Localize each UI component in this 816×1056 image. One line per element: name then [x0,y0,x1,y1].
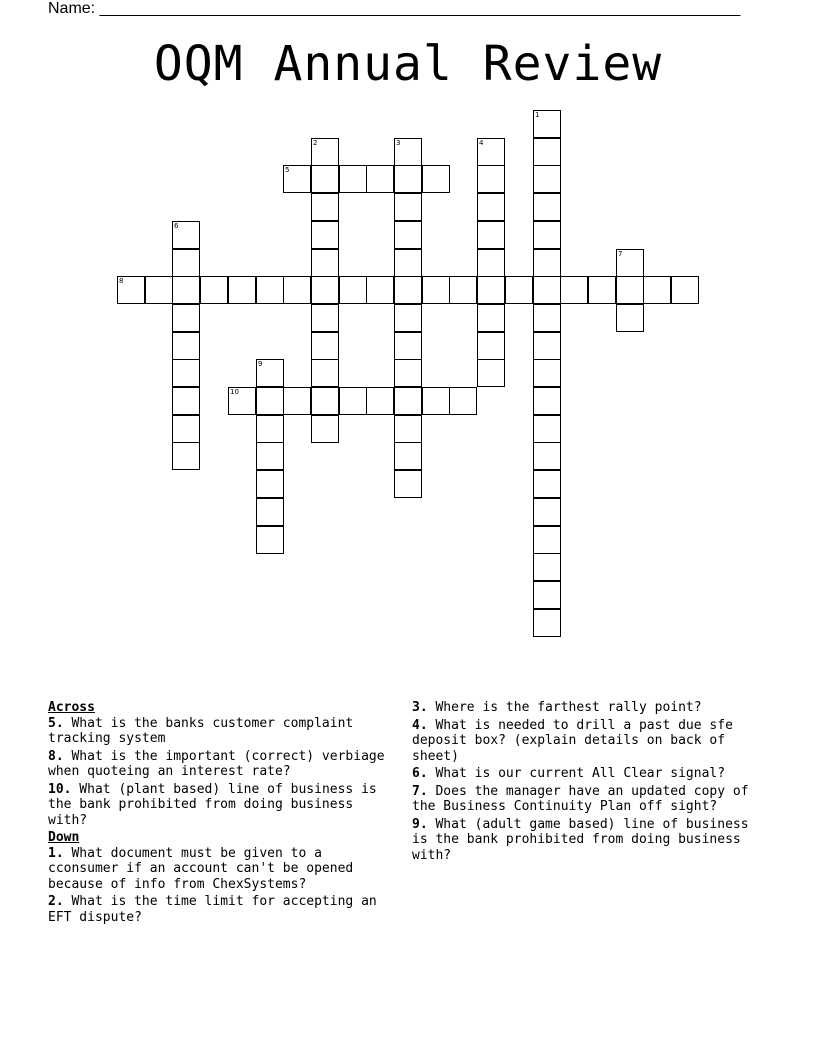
crossword-cell[interactable] [311,332,339,360]
clue-number: 5. [48,715,64,731]
crossword-cell[interactable] [311,387,339,415]
crossword-cell[interactable] [394,470,422,498]
cell-number: 6 [174,222,179,230]
crossword-cell[interactable] [477,359,505,387]
crossword-cell[interactable] [533,221,561,249]
crossword-cell[interactable] [172,304,200,332]
crossword-cell[interactable] [366,387,394,415]
clue-text: Where is the farthest rally point? [427,700,702,715]
crossword-cell[interactable] [311,359,339,387]
crossword-cell[interactable] [228,387,256,415]
crossword-cell[interactable] [533,415,561,443]
clue-text: What is the important (correct) verbiage when quoteing an interest rate? [48,748,385,779]
name-label: Name: [48,0,96,17]
clue-text: Does the manager have an updated copy of the Business Continuity Plan off sight? [412,783,749,814]
crossword-cell[interactable] [339,276,367,304]
crossword-cell[interactable] [533,470,561,498]
crossword-cell[interactable] [505,276,533,304]
clue-item [48,749,393,780]
clue-item [412,784,762,815]
clue-item [412,718,762,765]
clue-number: 4. [412,717,428,733]
crossword-cell[interactable] [394,415,422,443]
cell-number: 8 [119,277,124,285]
crossword-cell[interactable] [366,165,394,193]
crossword-cell[interactable] [533,359,561,387]
crossword-cell[interactable] [477,221,505,249]
clue-number: 6. [412,766,428,781]
crossword-cell[interactable] [311,221,339,249]
crossword-cell[interactable] [283,387,311,415]
crossword-cell[interactable] [533,249,561,277]
crossword-cell[interactable] [172,415,200,443]
crossword-cell[interactable] [256,470,284,498]
crossword-cell[interactable] [533,442,561,470]
crossword-cell[interactable] [477,165,505,193]
crossword-cell[interactable] [256,442,284,470]
cell-number: 9 [258,360,263,368]
name-field[interactable]: ________________________________________________________________________ [99,0,741,17]
crossword-cell[interactable] [394,221,422,249]
crossword-cell[interactable] [200,276,228,304]
clue-text: What is the time limit for accepting an EFT dispute? [48,894,377,925]
crossword-cell[interactable] [394,304,422,332]
clue-item [412,817,762,864]
crossword-cell[interactable] [256,276,284,304]
crossword-cell[interactable] [172,249,200,277]
crossword-cell[interactable] [394,249,422,277]
clue-number: 3. [412,700,428,715]
clue-text: What is needed to drill a past due sfe deposit box? (explain details on back of sheet) [412,717,733,764]
cell-number: 5 [285,166,290,174]
crossword-cell[interactable] [533,138,561,166]
crossword-cell[interactable] [256,359,284,387]
crossword-cell[interactable] [172,221,200,249]
crossword-cell[interactable] [145,276,173,304]
crossword-cell[interactable] [671,276,699,304]
crossword-cell[interactable] [394,193,422,221]
crossword-cell[interactable] [394,359,422,387]
crossword-cell[interactable] [422,165,450,193]
crossword-cell[interactable] [311,415,339,443]
crossword-cell[interactable] [339,387,367,415]
crossword-cell[interactable] [588,276,616,304]
crossword-cell[interactable] [533,553,561,581]
clue-number: 8. [48,748,64,764]
crossword-cell[interactable] [477,249,505,277]
clue-item [48,846,393,893]
crossword-cell[interactable] [256,387,284,415]
crossword-cell[interactable] [477,138,505,166]
clue-text: What (adult game based) line of business is the bank prohibited from doing business with? [412,816,749,863]
crossword-cell[interactable] [311,304,339,332]
cell-number: 4 [479,139,484,147]
clues-left-column [48,700,393,927]
crossword-cell[interactable] [533,581,561,609]
clue-item [412,766,762,782]
crossword-cell[interactable] [256,498,284,526]
clue-item [48,894,393,925]
clue-number: 7. [412,783,428,799]
crossword-cell[interactable] [394,138,422,166]
crossword-cell[interactable] [228,276,256,304]
crossword-cell[interactable] [283,276,311,304]
crossword-cell[interactable] [311,138,339,166]
crossword-cell[interactable] [172,359,200,387]
clue-number: 2. [48,894,64,909]
crossword-cell[interactable] [533,387,561,415]
crossword-cell[interactable] [422,276,450,304]
crossword-cell[interactable] [643,276,671,304]
crossword-cell[interactable] [533,526,561,554]
crossword-cell[interactable] [394,332,422,360]
crossword-cell[interactable] [339,165,367,193]
cell-number: 3 [396,139,401,147]
crossword-cell[interactable] [449,387,477,415]
crossword-cell[interactable] [394,387,422,415]
clue-item [412,700,762,716]
crossword-cell[interactable] [616,249,644,277]
crossword-cell[interactable] [477,276,505,304]
crossword-cell[interactable] [533,276,561,304]
crossword-cell[interactable] [533,609,561,637]
crossword-cell[interactable] [616,276,644,304]
page-title: OQM Annual Review [153,36,663,92]
crossword-cell[interactable] [311,165,339,193]
crossword-cell[interactable] [172,332,200,360]
clue-number: 9. [412,816,428,832]
crossword-cell[interactable] [394,165,422,193]
crossword-cell[interactable] [366,276,394,304]
crossword-cell[interactable] [117,276,145,304]
crossword-cell[interactable] [533,332,561,360]
crossword-cell[interactable] [533,165,561,193]
crossword-cell[interactable] [477,193,505,221]
cell-number: 2 [313,139,318,147]
clue-number: 1. [48,845,64,861]
crossword-cell[interactable] [394,442,422,470]
down-heading: Down [48,830,80,845]
crossword-cell[interactable] [560,276,588,304]
crossword-cell[interactable] [256,526,284,554]
clue-number: 10. [48,781,72,797]
crossword-cell[interactable] [477,304,505,332]
crossword-cell[interactable] [533,110,561,138]
crossword-cell[interactable] [533,193,561,221]
crossword-cell[interactable] [283,165,311,193]
crossword-cell[interactable] [172,387,200,415]
clue-item [48,716,393,747]
clue-text: What (plant based) line of business is the bank prohibited from doing business with? [48,781,377,828]
crossword-cell[interactable] [256,415,284,443]
crossword-cell[interactable] [311,249,339,277]
crossword-cell[interactable] [394,276,422,304]
clue-text: What is the banks customer complaint tracking system [48,715,354,746]
clues-right-column [412,700,762,865]
crossword-cell[interactable] [533,304,561,332]
crossword-cell[interactable] [311,276,339,304]
clue-text: What document must be given to a cconsumer if an account can't be opened because of info from ChexSystems? [48,845,354,892]
clue-item [48,782,393,829]
across-heading: Across [48,700,95,715]
cell-number: 1 [535,111,540,119]
crossword-cell[interactable] [422,387,450,415]
crossword-cell[interactable] [172,442,200,470]
crossword-cell[interactable] [311,193,339,221]
cell-number: 10 [230,388,239,396]
crossword-cell[interactable] [477,332,505,360]
crossword-cell[interactable] [449,276,477,304]
clue-text: What is our current All Clear signal? [427,766,726,781]
crossword-cell[interactable] [533,498,561,526]
cell-number: 7 [618,250,623,258]
crossword-cell[interactable] [172,276,200,304]
crossword-cell[interactable] [616,304,644,332]
